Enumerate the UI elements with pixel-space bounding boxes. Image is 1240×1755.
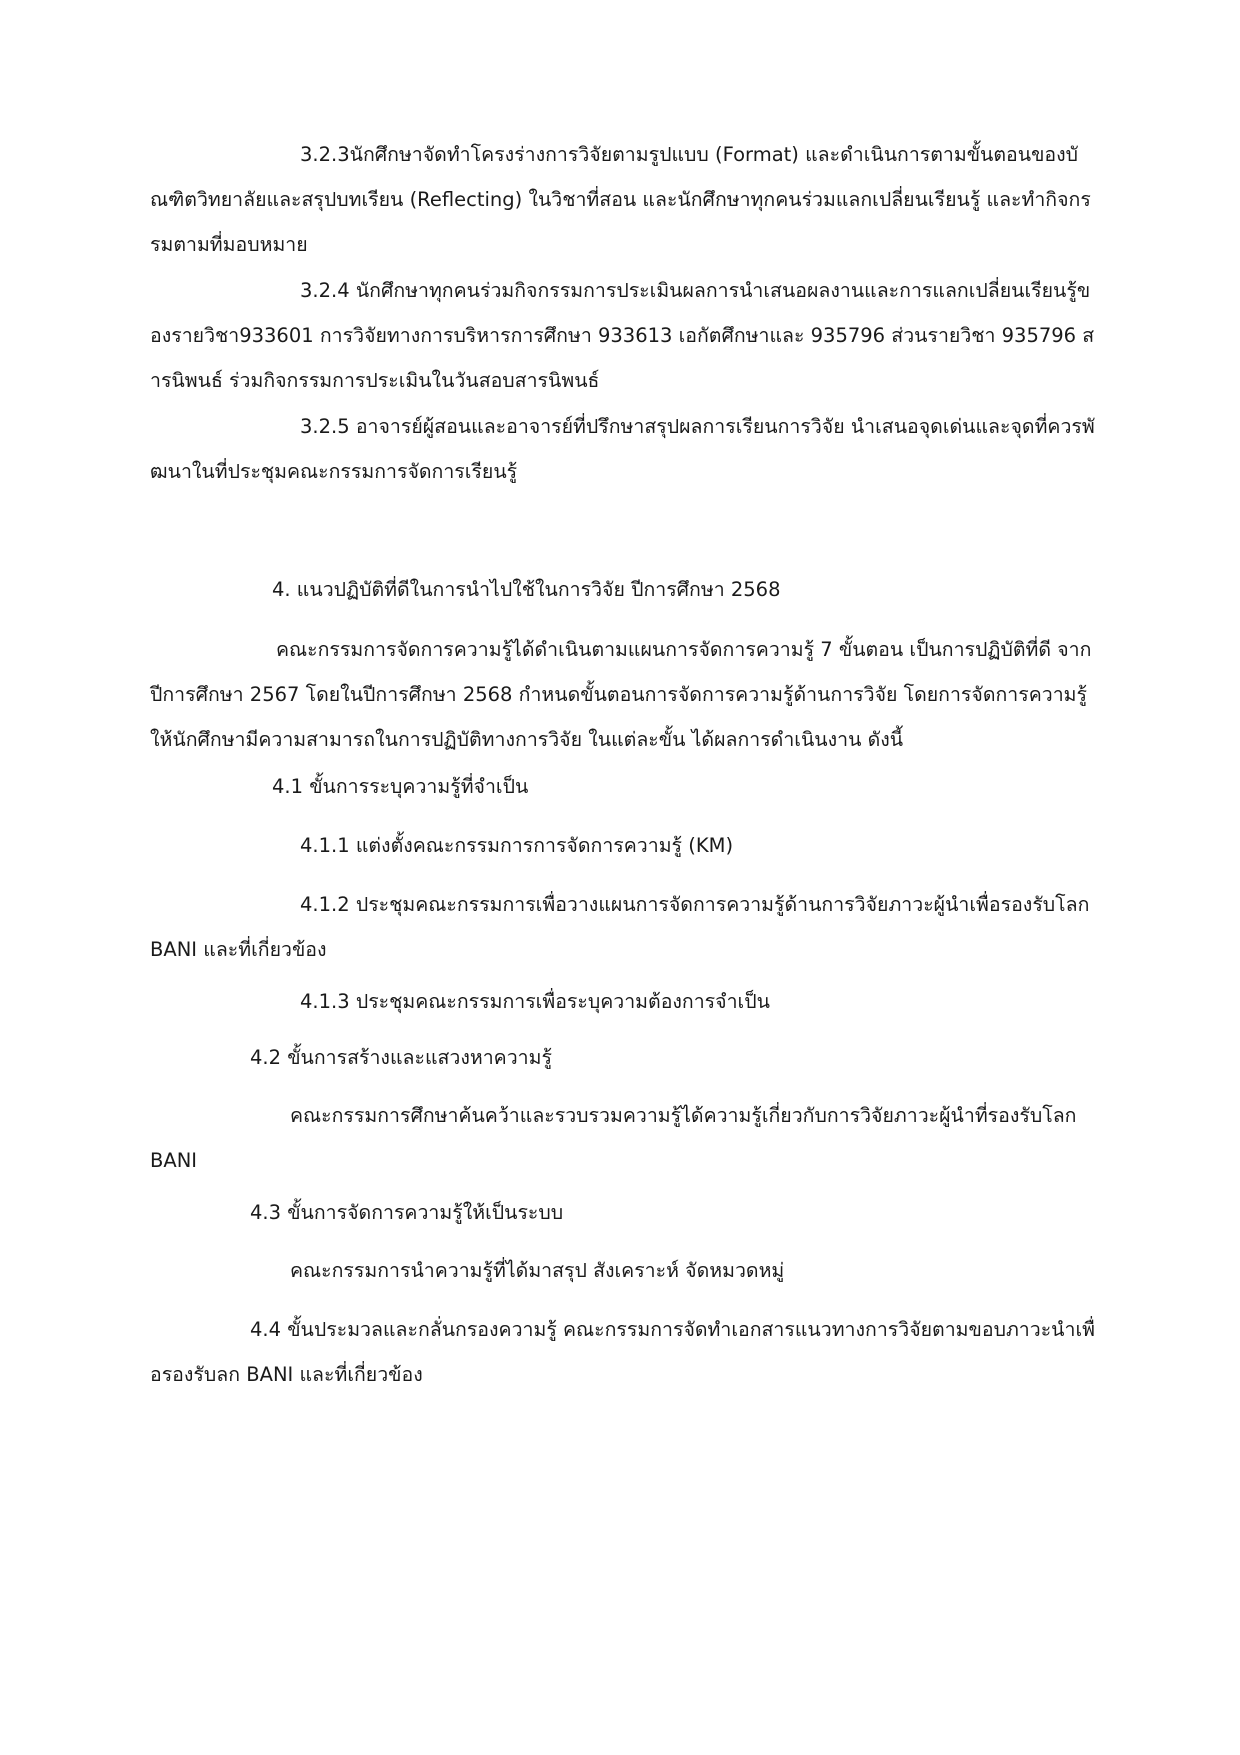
paragraph-3-2-4: 3.2.4 นักศึกษาทุกคนร่วมกิจกรรมการประเมินผลการนำเสนอผลงานและการแลกเปลี่ยนเรียนรู้ของรายวิชา933601 การวิจัยทางการบริหารการศึกษา 933613 เอกัตศึกษาและ 935796 ส่วนรายวิชา 935796 สารนิพนธ์ ร่วมกิจกรรมการประเมินในวันสอบสารนิพนธ์ [150, 279, 1095, 392]
heading-4-2: 4.2 ขั้นการสร้างและแสวงหาความรู้ [250, 1046, 552, 1069]
heading-4-4: 4.4 ขั้นประมวลและกลั่นกรองความรู้ คณะกรรมการจัดทำเอกสารแนวทางการวิจัยตามขอบภาวะนำเพื่อรองรับลก BANI และที่เกี่ยวข้อง [150, 1318, 1095, 1386]
item-4-1-3: 4.1.3 ประชุมคณะกรรมการเพื่อระบุความต้องการจำเป็น [300, 990, 770, 1013]
heading-4-1: 4.1 ขั้นการระบุความรู้ที่จำเป็น [272, 775, 529, 798]
paragraph-4-2-body: คณะกรรมการศึกษาค้นคว้าและรวบรวมความรู้ได้ความรู้เกี่ยวกับการวิจัยภาวะผู้นำที่รองรับโลก BANI [150, 1104, 1077, 1172]
heading-4-3: 4.3 ขั้นการจัดการความรู้ให้เป็นระบบ [250, 1201, 564, 1224]
item-4-1-2: 4.1.2 ประชุมคณะกรรมการเพื่อวางแผนการจัดการความรู้ด้านการวิจัยภาวะผู้นำเพื่อรองรับโลก BANI และที่เกี่ยวข้อง [150, 893, 1090, 961]
paragraph-3-2-5: 3.2.5 อาจารย์ผู้สอนและอาจารย์ที่ปรึกษาสรุปผลการเรียนการวิจัย นำเสนอจุดเด่นและจุดที่ควรพัฒนาในที่ประชุมคณะกรรมการจัดการเรียนรู้ [150, 415, 1095, 483]
item-4-1-1: 4.1.1 แต่งตั้งคณะกรรมการการจัดการความรู้ (KM) [300, 834, 734, 857]
paragraph-4-3-body: คณะกรรมการนำความรู้ที่ได้มาสรุป สังเคราะห์ จัดหมวดหมู่ [290, 1259, 785, 1282]
paragraph-4-intro: คณะกรรมการจัดการความรู้ได้ดำเนินตามแผนการจัดการความรู้ 7 ขั้นตอน เป็นการปฏิบัติที่ดี จากปีการศึกษา 2567 โดยในปีการศึกษา 2568 กำหนดขั้นตอนการจัดการความรู้ด้านการวิจัย โดยการจัดการความรู้ให้นักศึกษามีความสามารถในการปฏิบัติทางการวิจัย ในแต่ละขั้น ได้ผลการดำเนินงาน ดังนี้ [150, 638, 1092, 751]
paragraph-3-2-3: 3.2.3นักศึกษาจัดทำโครงร่างการวิจัยตามรูปแบบ (Format) และดำเนินการตามขั้นตอนของบัณฑิตวิทยาลัยและสรุปบทเรียน (Reflecting) ในวิชาที่สอน และนักศึกษาทุกคนร่วมแลกเปลี่ยนเรียนรู้ และทำกิจกรรมตามที่มอบหมาย [150, 143, 1091, 256]
section-heading-4: 4. แนวปฏิบัติที่ดีในการนำไปใช้ในการวิจัย ปีการศึกษา 2568 [272, 578, 781, 601]
